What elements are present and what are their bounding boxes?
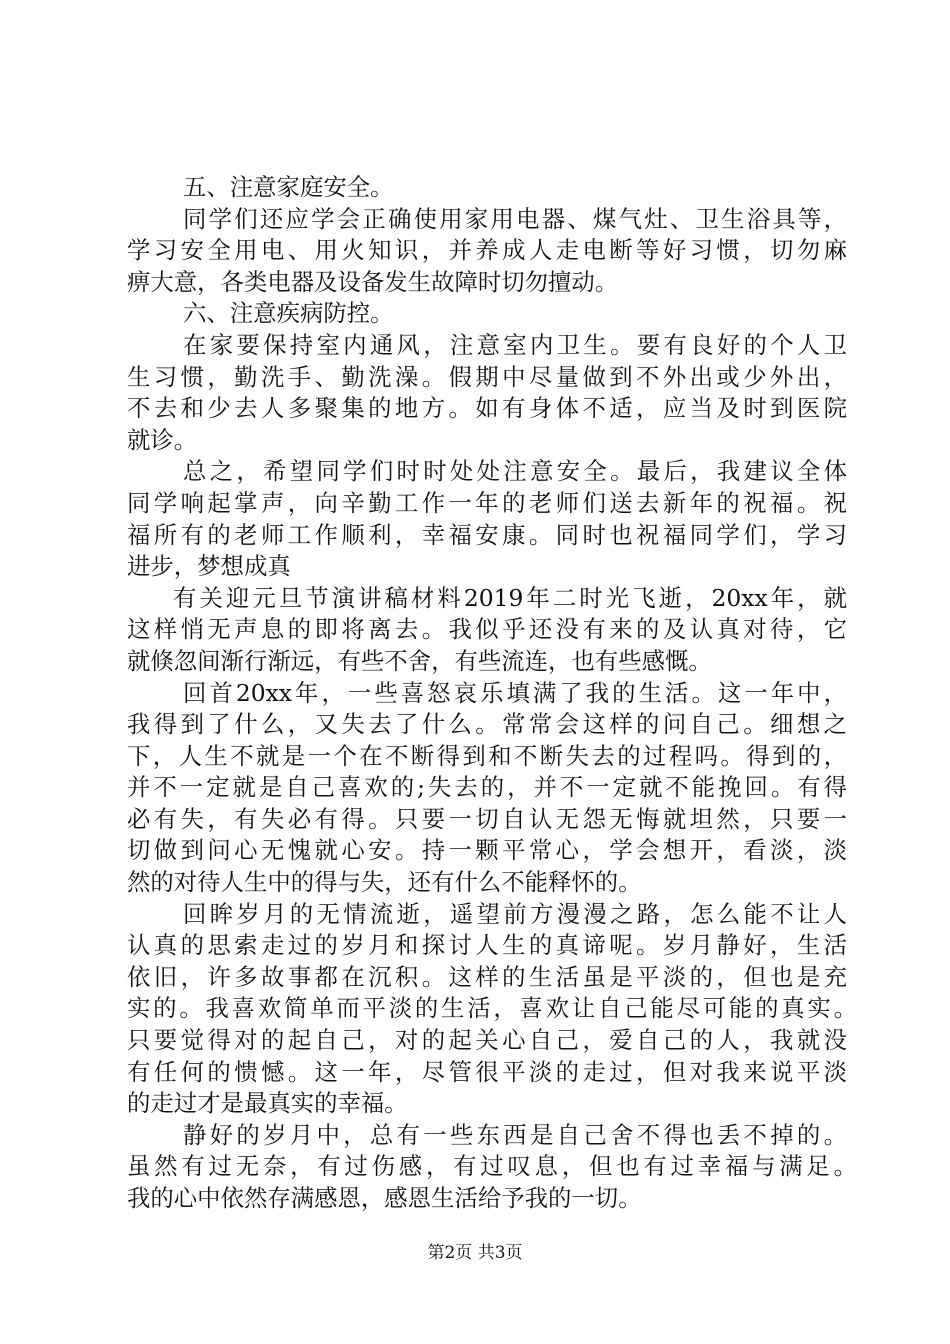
text-line: 痹大意，各类电器及设备发生故障时切勿擅动。 — [127, 267, 619, 296]
text-line: 就倏忽间渐行渐远，有些不舍，有些流连，也有些感慨。 — [127, 646, 712, 675]
text-line: 进步，梦想成真 — [127, 552, 291, 581]
page-footer: 第2页 共3页 — [427, 1243, 523, 1263]
text-line: 然的对待人生中的得与失，还有什么不能释怀的。 — [127, 868, 642, 897]
text-line: 福所有的老师工作顺利，幸福安康。同时也祝福同学们，学习 — [127, 520, 847, 549]
text-line: 静好的岁月中，总有一些东西是自己舍不得也丢不掉的。 — [183, 1120, 847, 1149]
document-body — [127, 172, 857, 1215]
text-line: 生习惯，勤洗手、勤洗澡。假期中尽量做到不外出或少外出， — [127, 362, 847, 391]
text-line: 学习安全用电、用火知识，并养成人走电断等好习惯，切勿麻 — [127, 236, 847, 265]
text-line: 实的。我喜欢简单而平淡的生活，喜欢让自己能尽可能的真实。 — [127, 994, 857, 1023]
text-line: 我的心中依然存满感恩，感恩生活给予我的一切。 — [127, 1184, 642, 1212]
text-line: 的走过才是最真实的幸福。 — [127, 1089, 408, 1118]
text-line: 回眸岁月的无情流逝，遥望前方漫漫之路，怎么能不让人 — [183, 899, 847, 928]
text-line: 认真的思索走过的岁月和探讨人生的真谛呢。岁月静好，生活 — [127, 931, 847, 960]
text-line: 总之，希望同学们时时处处注意安全。最后，我建议全体 — [183, 457, 847, 486]
text-line: 就诊。 — [127, 425, 198, 454]
text-line: 必有失，有失必有得。只要一切自认无怨无悔就坦然，只要一 — [127, 804, 847, 833]
text-line: 不去和少去人多聚集的地方。如有身体不适，应当及时到医院 — [127, 394, 847, 423]
text-line: 有关迎元旦节演讲稿材料2019年二时光飞逝，20xx年，就 — [173, 583, 847, 612]
text-line: 虽然有过无奈，有过伤感，有过叹息，但也有过幸福与满足。 — [127, 1152, 857, 1181]
text-line: 同学们还应学会正确使用家用电器、煤气灶、卫生浴具等， — [183, 204, 847, 233]
text-line: 有任何的愦憾。这一年，尽管很平淡的走过，但对我来说平淡 — [127, 1057, 847, 1086]
text-line: 这样悄无声息的即将离去。我似乎还没有来的及认真对待，它 — [127, 615, 847, 644]
text-line: 下，人生不就是一个在不断得到和不断失去的过程吗。得到的， — [127, 741, 847, 770]
text-line: 我得到了什么，又失去了什么。常常会这样的问自己。细想之 — [127, 710, 847, 739]
text-line: 在家要保持室内通风，注意室内卫生。要有良好的个人卫 — [183, 330, 847, 359]
text-line: 五、注意家庭安全。 — [183, 173, 394, 201]
text-line: 切做到问心无愧就心安。持一颗平常心，学会想开，看淡，淡 — [127, 836, 847, 865]
text-line: 并不一定就是自己喜欢的;失去的，并不一定就不能挽回。有得 — [127, 773, 847, 802]
text-line: 六、注意疾病防控。 — [183, 299, 394, 328]
text-line: 依旧，许多故事都在沉积。这样的生活虽是平淡的，但也是充 — [127, 962, 847, 991]
text-line: 只要觉得对的起自己，对的起关心自己，爱自己的人，我就没 — [127, 1026, 847, 1055]
text-line: 同学响起掌声，向辛勤工作一年的老师们送去新年的祝福。祝 — [127, 488, 847, 517]
text-line: 回首20xx年，一些喜怒哀乐填满了我的生活。这一年中， — [183, 678, 847, 707]
